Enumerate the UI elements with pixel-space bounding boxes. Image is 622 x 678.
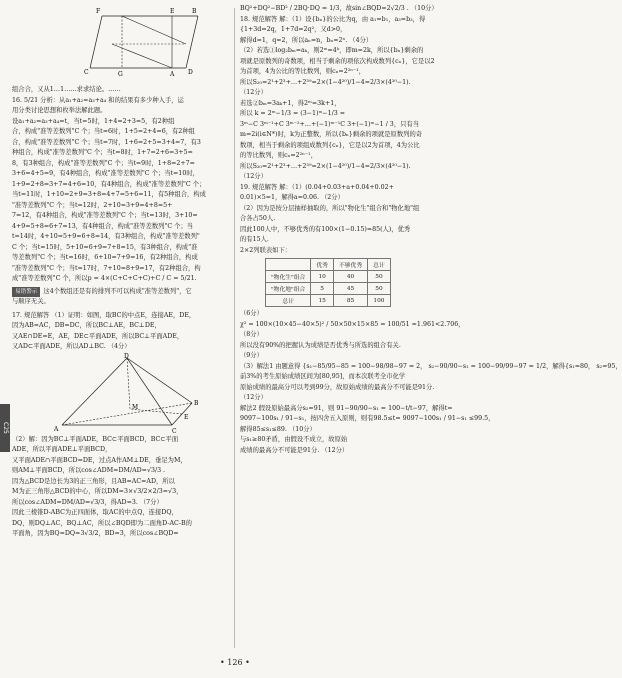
text-line: 成"准等差数列"C 个，所以p = 4×(C+C+C+C)+C / C = 5/21. (12, 275, 197, 282)
text-line: 又AE∩DE=E，AE，DE⊂平面ADE，所以BC⊥平面ADE， (12, 332, 184, 340)
text-line: （2）解：因为BC⊥平面ADE，BC⊂平面BCD，BC⊂平面 (12, 435, 179, 443)
table-cell: 45 (333, 283, 367, 295)
text-line: 7=12，有4种组合，构成"准等差数列"C 个；当t=13时，3+10= (12, 212, 198, 219)
text-line: 因为AB=AC，DB=DC，所以BC⊥AE，BC⊥DE， (12, 322, 161, 329)
text-line: （2）因为是按分层抽样抽取的，所以"物化生"组合和"物化地"组 (240, 204, 420, 212)
text-line: DQ，则DQ⊥AC，BQ⊥AC，所以∠BQD即为二面角D-AC-B的 (12, 519, 192, 527)
text-line: 成绩的最高分不可能是91分. （12分） (240, 446, 349, 454)
table-cell: 50 (368, 271, 391, 283)
text-line: 所以S₂₀=2¹+2³+…+2³⁹=2×(1−4²⁰)/1−4=2/3×(4²⁰−1). (240, 162, 411, 170)
svg-text:E: E (170, 8, 175, 15)
text-line: 所以 k = 2ᵐ−1/3 = (3−1)ᵐ−1/3 = (240, 110, 345, 117)
svg-text:D: D (124, 352, 129, 360)
prism-figure (82, 4, 212, 82)
svg-text:A: A (54, 425, 59, 433)
table-row (266, 271, 391, 283)
svg-text:G: G (118, 71, 123, 78)
svg-text:C: C (172, 427, 177, 435)
text-line: 合各占50人. (240, 215, 276, 222)
text-line: 为首项，4为公比的等比数列，则cₙ=2²ⁿ⁻¹， (240, 68, 366, 75)
table-cell: "物化生"组合 (266, 271, 311, 283)
text-line: "准等差数列"C 个；当t=17时，7+10=8+9=17，有2种组合，构 (12, 264, 201, 272)
text-line: C 个；当t=15时，5+10=6+9=7+8=15，有3种组合，构成"准 (12, 243, 198, 251)
text-line: 的有15人. (240, 236, 269, 243)
svg-text:E: E (184, 413, 189, 421)
text-line: （6分） (240, 310, 263, 317)
table-cell: 5 (311, 283, 334, 295)
text-line: （12分） (240, 89, 267, 96)
text-line: 0.01)×5=1，解得a=0.06. （2分） (240, 194, 344, 201)
table-cell: 100 (368, 295, 391, 307)
text-line: 4+9=5+8=6+7=13，有4种组合，构成"准等差数列"C 个；当 (12, 222, 194, 230)
text-line: 9097−100s₁ / 91−s₁，按四舍五入原则，则有98.5≤t= 9097−100s₁ / 91−s₁ ≤99.5， (240, 415, 495, 422)
text-line: 合，构成"准等差数列"C 个；当t=7时，1+6=2+5=3+4=7，有3 (12, 138, 201, 146)
table-cell: 85 (333, 295, 367, 307)
tip-badge: 易错警示 (12, 287, 40, 298)
text-line: 1+9=2+8=3+7=4+6=10，有4种组合，构成"准等差数列"C 个； (12, 180, 206, 188)
left-column (12, 0, 230, 540)
text-line: （12分） (240, 173, 267, 180)
text-line: 所以cos∠ADM=DM/AD=√3/3，得AD=3. （7分） (12, 498, 163, 506)
text-line: 当t=11时，1+10=2+9=3+8=4+7=5+6=11，有5种组合，构成 (12, 191, 206, 198)
table-cell: 总计 (266, 295, 311, 307)
table-header-row (266, 259, 391, 271)
table-cell: 10 (311, 271, 334, 283)
text-line: 设a₁+a₂=a₃+a₄=t，当t=5时，1+4=2+3=5，有2种组 (12, 117, 175, 125)
text-line: 又平面ADE∩平面BCD=DE，过点A作AM⊥DE，垂足为M， (12, 456, 187, 464)
text-line: 18. 规范解答 解：（1）设{bₙ}的公比为q，由 a₁=b₁，a₃=b₃，得 (240, 15, 426, 23)
text-line: 解法2 假设原始最高分s₂=91，则 91−90/90−s₁ = 100−t/t−97，解得t= (240, 404, 453, 412)
svg-text:C: C (84, 69, 89, 76)
text-line: 因此三棱锥D-ABC为正四面体，取AC的中点Q，连接DQ， (12, 509, 178, 516)
table-header-cell: 不够优秀 (333, 259, 367, 271)
svg-text:B: B (194, 399, 199, 407)
text-line: 组合合，又从1…1……求求结论。…… (12, 86, 121, 93)
text-line: 合，构成"准等差数列"C 个；当t=6时，1+5=2+4=6，有2种组 (12, 128, 195, 135)
text-line: 的等比数列，则cₙ=2²ⁿ⁻¹， (240, 152, 318, 159)
text-line: 数项，相当于剩余的项组成数列{cₙ}，它是以2为首项，4为公比 (240, 141, 420, 149)
right-column (240, 4, 622, 456)
text-line: 项就是原数列的奇数项，相当于剩余的项依次构成数列{cₙ}，它是以2 (240, 57, 435, 65)
text-line: 8，有3种组合，构成"准等差数列"C 个；当t=9时，1+8=2+7= (12, 159, 195, 167)
text-line: 种组合，构成"准等差数列"C 个；当t=8时，1+7=2+6=3+5= (12, 149, 193, 156)
q17-part1 (12, 311, 230, 353)
table-cell: "物化地"组合 (266, 283, 311, 295)
text-line: χ² = 100×(10×45−40×5)² / 50×50×15×85 = 100/51 ≈1.961<2.706， (240, 320, 465, 328)
table-cell: 40 (333, 271, 367, 283)
text-line: 原始成绩的最高分可以考到99分，故原始成绩的最高分不可能是91分. (240, 383, 435, 391)
text-line: （3）解法1 由题意得 {s₁−85/95−85 = 100−98/98−97 = 2， s₂−90/90−s₁ = 100−99/99−97 = 1/2，解得{s₁=80， s₂=95， (240, 362, 622, 370)
text-line: M为正三角形△BCD的中心，所以DM=3×√3/2×2/3=√3， (12, 488, 183, 495)
text-line: t=14时，4+10=5+9=6+8=14，有3种组合，构成"准等差数列" (12, 233, 200, 240)
text-line: 19. 规范解答 解：（1）(0.04+0.03+a+0.04+0.02+ (240, 183, 394, 191)
tetrahedron-figure (52, 353, 202, 435)
q19-solution-continued (240, 309, 622, 456)
text-line: 若选②bₘ=3aₖ+1，得2ᵐ=3k+1， (240, 99, 341, 107)
text-line: 3+6=4+5=9，有4种组合，构成"准等差数列"C 个；当t=10时， (12, 170, 199, 177)
text-line: 3ᵐ−C 3ᵐ⁻¹+C 3ᵐ⁻²+…+(−1)ᵐ⁻¹C 3+(−1)ᵐ−1 / 3，只有当 (240, 120, 420, 128)
text-line: {1+3d=2q，1+7d=2q²，又d>0， (240, 26, 347, 33)
text-line: 等差数列"C 个；当t=16时，6+10=7+9=16，有2种组合，构成 (12, 254, 198, 261)
tip-text-2: 与顺序无关。 (12, 298, 50, 305)
q18-q19-solution (240, 4, 472, 256)
column-divider (234, 8, 235, 648)
text-line: 与s₁≥80矛盾，由假设不成立，故原始 (240, 436, 348, 443)
text-line: m=2i(i∈N*)时，k为正整数，所以{bₙ}剩余的项就是原数列的奇 (240, 131, 423, 138)
text-line: （8分） (240, 331, 263, 338)
table-row (266, 295, 391, 307)
svg-text:M: M (132, 403, 139, 411)
text-line: 解得85≤s₁≤89. （10分） (240, 425, 316, 433)
svg-text:D: D (188, 69, 193, 76)
text-line: 16. 5/21 分析：从a₁+a₂=a₃+a₄ 和的结果有多少种入手，运 (12, 96, 184, 104)
tip-line (12, 287, 230, 298)
text-line: 所以没有90%的把握认为成绩是否优秀与所选的组合有关. (240, 341, 401, 349)
table-row (266, 283, 391, 295)
contingency-table (265, 258, 391, 307)
text-line: （9分） (240, 352, 263, 359)
table-cell: 15 (311, 295, 334, 307)
svg-text:F: F (96, 8, 101, 15)
text-line: 因为△BCD是边长为3的正三角形，且AB=AC=AD，所以 (12, 477, 175, 485)
text-line: 17. 规范解答 （1）证明：如图，取BC的中点E，连接AE，DE， (12, 311, 196, 319)
text-line: 所以S₂₀=2¹+2³+…+2³⁹=2×(1−4²⁰)/1−4=2/3×(4²⁰−1). (240, 78, 411, 86)
table-header-cell (266, 259, 311, 271)
text-line: 则AM⊥平面BCD，所以cos∠ADM=DM/AD=√3/3 . (12, 467, 166, 474)
text-line: "准等差数列"C 个；当t=12时，2+10=3+9=4+8=5+ (12, 201, 173, 209)
text-line: 又AD⊂平面ADE，所以AD⊥BC. （4分） (12, 343, 131, 350)
text-line: 解得d=1，q=2，所以aₙ=n，bₙ=2ⁿ. （4分） (240, 36, 373, 44)
q16-solution (12, 85, 230, 285)
side-tab: C25 (0, 404, 10, 452)
text-line: （2）若选①log₂bₘ=aₖ，则2ᵐ=4ᵏ，即m=2k，所以{bₙ}剩余的 (240, 47, 424, 54)
table-header-cell: 优秀 (311, 259, 334, 271)
table-header-cell: 总计 (368, 259, 391, 271)
text-line: 用分类讨论思想和枚举法解此题。 (12, 107, 107, 114)
table-cell: 50 (368, 283, 391, 295)
text-line: 前3%的考生原始成绩区间为[80,95]，而本次联考全市化学 (240, 373, 406, 380)
tip-text: 这4个数组还是有的排列不可以构成"准等差数列"，它 (43, 287, 192, 295)
text-line: 平面角，因为BQ=DQ=3√3/2，BD=3，所以cos∠BQD= (12, 530, 179, 537)
text-line: 2×2列联表如下： (240, 246, 292, 254)
text-line: （12分） (240, 394, 267, 401)
text-line: ADE，所以平面ADE⊥平面BCD， (12, 446, 112, 453)
svg-text:B: B (192, 8, 197, 15)
svg-text:A: A (170, 71, 175, 78)
text-line: 因此100人中，不够优秀的有100×(1−0.15)=85(人)，优秀 (240, 225, 411, 233)
text-line: BQ²+DQ²−BD² / 2BQ·DQ = 1/3，故sin∠BQD=2√2/3 . （10分） (240, 5, 438, 12)
page-number: • 126 • (220, 658, 250, 667)
q17-part2 (12, 435, 230, 540)
